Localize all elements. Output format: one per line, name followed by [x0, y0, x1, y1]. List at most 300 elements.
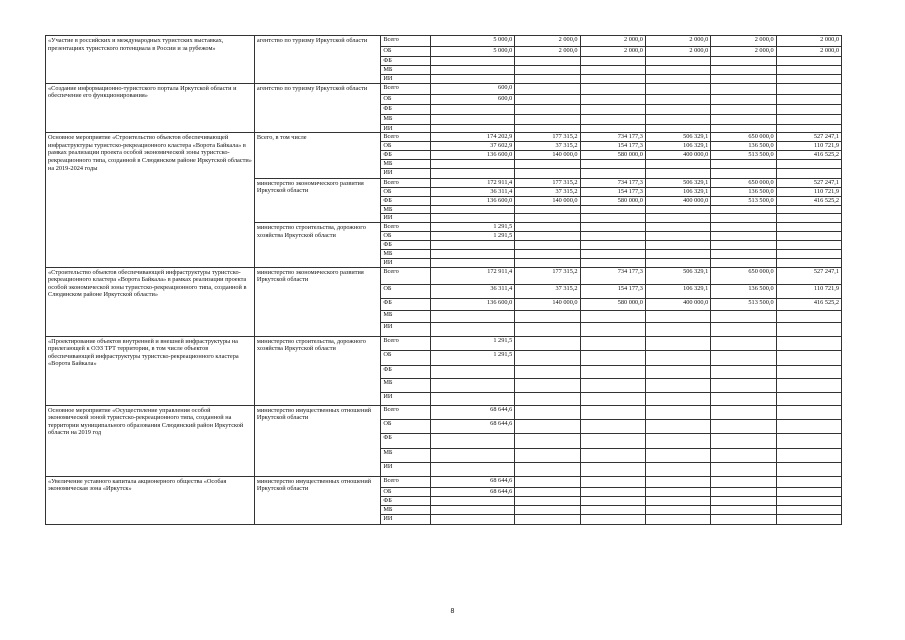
amount-cell [711, 240, 776, 249]
amount-cell [515, 94, 580, 104]
amount-cell [430, 168, 515, 178]
amount-cell: 2 000,0 [776, 36, 841, 47]
amount-cell: 177 315,2 [515, 267, 580, 284]
amount-cell [515, 514, 580, 524]
amount-cell [711, 514, 776, 524]
amount-cell [515, 258, 580, 267]
amount-cell [430, 57, 515, 66]
amount-cell [430, 159, 515, 168]
amount-cell: 136 600,0 [430, 196, 515, 205]
amount-cell [645, 514, 710, 524]
funding-source-cell: ИИ [381, 214, 430, 223]
funding-source-cell: МБ [381, 505, 430, 514]
amount-cell: 513 500,0 [711, 298, 776, 310]
funding-source-cell: ИИ [381, 258, 430, 267]
funding-source-cell: МБ [381, 310, 430, 322]
amount-cell [430, 258, 515, 267]
amount-cell [776, 83, 841, 94]
amount-cell: 68 644,6 [430, 487, 515, 496]
amount-cell [430, 240, 515, 249]
table-row [46, 405, 842, 419]
amount-cell [515, 114, 580, 124]
amount-cell: 172 911,4 [430, 178, 515, 187]
amount-cell [580, 231, 645, 240]
funding-source-cell: ИИ [381, 75, 430, 84]
amount-cell [711, 310, 776, 322]
amount-cell [711, 392, 776, 405]
funding-source-cell: ФБ [381, 365, 430, 378]
amount-cell [711, 205, 776, 214]
funding-source-cell: ОБ [381, 142, 430, 151]
amount-cell [645, 66, 710, 75]
amount-cell: 37 315,2 [515, 187, 580, 196]
amount-cell [515, 350, 580, 365]
amount-cell: 527 247,1 [776, 133, 841, 142]
amount-cell [645, 205, 710, 214]
amount-cell [430, 205, 515, 214]
amount-cell [776, 448, 841, 462]
amount-cell [430, 448, 515, 462]
amount-cell [776, 350, 841, 365]
amount-cell [776, 496, 841, 505]
amount-cell [645, 249, 710, 258]
amount-cell [580, 336, 645, 350]
amount-cell [430, 378, 515, 392]
amount-cell [580, 205, 645, 214]
amount-cell: 140 000,0 [515, 196, 580, 205]
amount-cell [776, 322, 841, 336]
event-name-cell: Основное мероприятие «Строительство объектов обеспечивающей инфраструктуры туристско-рекреационного кластера «Ворота Байкала» в рамках реализации проекта особой экономической зоны туристско-рекреационного типа, созданной в Слюдянском районе Иркутской области» на 2019-2024 годы [46, 133, 255, 267]
table-row [46, 133, 842, 142]
amount-cell [645, 462, 710, 476]
amount-cell: 2 000,0 [515, 47, 580, 57]
amount-cell: 734 177,3 [580, 267, 645, 284]
amount-cell [515, 476, 580, 487]
amount-cell [776, 168, 841, 178]
amount-cell [645, 476, 710, 487]
amount-cell: 106 329,1 [645, 187, 710, 196]
funding-source-cell: Всего [381, 133, 430, 142]
amount-cell: 580 000,0 [580, 196, 645, 205]
amount-cell [580, 448, 645, 462]
amount-cell: 2 000,0 [776, 47, 841, 57]
amount-cell [515, 104, 580, 114]
budget-table-body [46, 36, 842, 525]
amount-cell [515, 419, 580, 433]
amount-cell [580, 159, 645, 168]
amount-cell [711, 462, 776, 476]
amount-cell: 580 000,0 [580, 298, 645, 310]
funding-source-cell: МБ [381, 66, 430, 75]
amount-cell: 177 315,2 [515, 133, 580, 142]
amount-cell: 416 525,2 [776, 196, 841, 205]
amount-cell [645, 322, 710, 336]
funding-source-cell: ФБ [381, 496, 430, 505]
amount-cell [645, 350, 710, 365]
amount-cell [430, 392, 515, 405]
funding-source-cell: ИИ [381, 322, 430, 336]
amount-cell [515, 448, 580, 462]
amount-cell [711, 94, 776, 104]
amount-cell [776, 505, 841, 514]
amount-cell: 140 000,0 [515, 150, 580, 159]
funding-source-cell: ИИ [381, 168, 430, 178]
amount-cell [580, 505, 645, 514]
amount-cell [515, 336, 580, 350]
amount-cell [580, 57, 645, 66]
amount-cell: 400 000,0 [645, 150, 710, 159]
amount-cell [776, 476, 841, 487]
amount-cell [430, 514, 515, 524]
amount-cell: 400 000,0 [645, 298, 710, 310]
event-name-cell: «Проектирование объектов внутренней и внешней инфраструктуры на прилегающей к ОЭЗ ТРТ территории, в том числе объектов обеспечивающей инфраструктуры туристско-рекреационного кластера «Ворота Байкала» [46, 336, 255, 405]
amount-cell [711, 350, 776, 365]
amount-cell: 2 000,0 [711, 36, 776, 47]
amount-cell: 527 247,1 [776, 267, 841, 284]
executor-cell: министерство строительства, дорожного хозяйства Иркутской области [254, 222, 380, 267]
amount-cell [515, 231, 580, 240]
amount-cell [515, 496, 580, 505]
amount-cell: 36 311,4 [430, 187, 515, 196]
amount-cell [711, 249, 776, 258]
amount-cell [776, 205, 841, 214]
amount-cell: 650 000,0 [711, 267, 776, 284]
amount-cell [430, 104, 515, 114]
amount-cell [645, 258, 710, 267]
amount-cell [711, 433, 776, 448]
amount-cell [580, 476, 645, 487]
amount-cell [711, 258, 776, 267]
amount-cell [711, 104, 776, 114]
funding-source-cell: ОБ [381, 94, 430, 104]
funding-source-cell: Всего [381, 267, 430, 284]
amount-cell [580, 83, 645, 94]
amount-cell: 136 500,0 [711, 187, 776, 196]
amount-cell [711, 75, 776, 84]
amount-cell [645, 159, 710, 168]
amount-cell [711, 214, 776, 223]
executor-cell: министерство имущественных отношений Иркутской области [254, 405, 380, 476]
amount-cell [711, 114, 776, 124]
amount-cell: 650 000,0 [711, 178, 776, 187]
amount-cell [515, 124, 580, 133]
amount-cell [645, 505, 710, 514]
table-row [46, 36, 842, 47]
amount-cell [776, 310, 841, 322]
amount-cell [645, 231, 710, 240]
amount-cell [776, 57, 841, 66]
amount-cell [776, 336, 841, 350]
amount-cell [645, 405, 710, 419]
amount-cell: 68 644,6 [430, 405, 515, 419]
amount-cell [645, 433, 710, 448]
amount-cell [580, 114, 645, 124]
funding-source-cell: ОБ [381, 284, 430, 298]
budget-table [45, 35, 842, 525]
amount-cell [580, 433, 645, 448]
amount-cell [580, 496, 645, 505]
amount-cell: 1 291,5 [430, 350, 515, 365]
amount-cell: 506 329,1 [645, 133, 710, 142]
funding-source-cell: ФБ [381, 298, 430, 310]
amount-cell [580, 214, 645, 223]
amount-cell [580, 462, 645, 476]
funding-source-cell: ОБ [381, 231, 430, 240]
amount-cell [776, 114, 841, 124]
amount-cell [430, 322, 515, 336]
funding-source-cell: МБ [381, 205, 430, 214]
amount-cell [776, 419, 841, 433]
amount-cell [515, 240, 580, 249]
amount-cell [645, 222, 710, 231]
executor-cell: Всего, в том числе [254, 133, 380, 179]
event-name-cell: Основное мероприятие «Осуществление управления особой экономической зоной туристско-рекреационного типа, созданной на территории муниципального образования Слюдянский район Иркутской области на 2019 год [46, 405, 255, 476]
amount-cell [711, 448, 776, 462]
amount-cell [776, 240, 841, 249]
amount-cell [515, 487, 580, 496]
funding-source-cell: ФБ [381, 196, 430, 205]
amount-cell [430, 75, 515, 84]
amount-cell [515, 433, 580, 448]
amount-cell: 106 329,1 [645, 284, 710, 298]
amount-cell [430, 462, 515, 476]
amount-cell: 1 291,5 [430, 231, 515, 240]
amount-cell [515, 322, 580, 336]
amount-cell [430, 214, 515, 223]
amount-cell [580, 240, 645, 249]
funding-source-cell: Всего [381, 178, 430, 187]
funding-source-cell: ФБ [381, 433, 430, 448]
amount-cell [645, 336, 710, 350]
table-row [46, 267, 842, 284]
amount-cell [711, 66, 776, 75]
amount-cell: 68 644,6 [430, 476, 515, 487]
amount-cell: 2 000,0 [711, 47, 776, 57]
amount-cell: 650 000,0 [711, 133, 776, 142]
amount-cell [776, 222, 841, 231]
amount-cell [645, 487, 710, 496]
amount-cell [430, 496, 515, 505]
amount-cell [776, 487, 841, 496]
amount-cell [645, 419, 710, 433]
amount-cell [580, 249, 645, 258]
amount-cell [515, 405, 580, 419]
amount-cell [515, 159, 580, 168]
amount-cell [776, 365, 841, 378]
funding-source-cell: ОБ [381, 419, 430, 433]
executor-cell: агентство по туризму Иркутской области [254, 36, 380, 84]
amount-cell: 68 644,6 [430, 419, 515, 433]
funding-source-cell: ИИ [381, 392, 430, 405]
amount-cell [711, 487, 776, 496]
amount-cell [645, 214, 710, 223]
amount-cell [645, 114, 710, 124]
amount-cell: 37 602,9 [430, 142, 515, 151]
amount-cell [430, 124, 515, 133]
funding-source-cell: ОБ [381, 187, 430, 196]
amount-cell [515, 214, 580, 223]
amount-cell [645, 365, 710, 378]
funding-source-cell: Всего [381, 222, 430, 231]
amount-cell [711, 405, 776, 419]
amount-cell [711, 57, 776, 66]
amount-cell [711, 496, 776, 505]
amount-cell [776, 462, 841, 476]
amount-cell [645, 496, 710, 505]
amount-cell [430, 310, 515, 322]
amount-cell: 506 329,1 [645, 178, 710, 187]
amount-cell [580, 514, 645, 524]
amount-cell: 110 721,9 [776, 187, 841, 196]
amount-cell [515, 222, 580, 231]
amount-cell: 5 000,0 [430, 36, 515, 47]
amount-cell [776, 258, 841, 267]
amount-cell [515, 310, 580, 322]
amount-cell: 2 000,0 [580, 47, 645, 57]
amount-cell: 513 500,0 [711, 196, 776, 205]
event-name-cell: «Строительство объектов обеспечивающей инфраструктуры туристско-рекреационного кластера «Ворота Байкала» в рамках реализации проекта особой экономической зоны туристско-рекреационного типа, созданной в Слюдянском районе Иркутской области» [46, 267, 255, 336]
amount-cell [711, 336, 776, 350]
funding-source-cell: МБ [381, 249, 430, 258]
table-row [46, 83, 842, 94]
amount-cell: 110 721,9 [776, 142, 841, 151]
amount-cell [580, 392, 645, 405]
amount-cell [515, 83, 580, 94]
amount-cell [645, 240, 710, 249]
amount-cell [430, 114, 515, 124]
amount-cell: 600,0 [430, 94, 515, 104]
funding-source-cell: ОБ [381, 47, 430, 57]
amount-cell [776, 75, 841, 84]
event-name-cell: «Создание информационно-туристского портала Иркутской области и обеспечение его функционирования» [46, 83, 255, 133]
amount-cell: 36 311,4 [430, 284, 515, 298]
amount-cell [430, 433, 515, 448]
amount-cell [515, 168, 580, 178]
amount-cell: 2 000,0 [645, 36, 710, 47]
funding-source-cell: МБ [381, 378, 430, 392]
amount-cell: 154 177,3 [580, 187, 645, 196]
page-number: 8 [450, 608, 455, 615]
amount-cell: 2 000,0 [515, 36, 580, 47]
amount-cell: 37 315,2 [515, 142, 580, 151]
amount-cell [776, 433, 841, 448]
amount-cell [645, 310, 710, 322]
amount-cell [645, 57, 710, 66]
amount-cell: 400 000,0 [645, 196, 710, 205]
amount-cell [515, 505, 580, 514]
amount-cell [580, 350, 645, 365]
amount-cell [645, 104, 710, 114]
amount-cell [776, 124, 841, 133]
amount-cell [580, 365, 645, 378]
funding-source-cell: Всего [381, 36, 430, 47]
amount-cell: 506 329,1 [645, 267, 710, 284]
amount-cell [711, 476, 776, 487]
executor-cell: агентство по туризму Иркутской области [254, 83, 380, 133]
amount-cell [776, 104, 841, 114]
amount-cell [711, 222, 776, 231]
amount-cell [580, 322, 645, 336]
amount-cell [430, 505, 515, 514]
funding-source-cell: МБ [381, 448, 430, 462]
amount-cell: 600,0 [430, 83, 515, 94]
funding-source-cell: Всего [381, 83, 430, 94]
amount-cell [776, 514, 841, 524]
amount-cell [645, 75, 710, 84]
amount-cell: 1 291,5 [430, 336, 515, 350]
amount-cell: 154 177,3 [580, 142, 645, 151]
amount-cell [711, 124, 776, 133]
amount-cell [645, 124, 710, 133]
funding-source-cell: ИИ [381, 462, 430, 476]
amount-cell: 140 000,0 [515, 298, 580, 310]
amount-cell [776, 405, 841, 419]
amount-cell [776, 94, 841, 104]
amount-cell [515, 75, 580, 84]
amount-cell: 1 291,5 [430, 222, 515, 231]
amount-cell: 37 315,2 [515, 284, 580, 298]
funding-source-cell: ИИ [381, 124, 430, 133]
amount-cell [711, 231, 776, 240]
amount-cell [580, 378, 645, 392]
funding-source-cell: МБ [381, 114, 430, 124]
amount-cell [580, 66, 645, 75]
amount-cell [711, 168, 776, 178]
amount-cell [580, 124, 645, 133]
amount-cell [776, 249, 841, 258]
amount-cell [645, 83, 710, 94]
amount-cell [580, 94, 645, 104]
amount-cell [580, 405, 645, 419]
amount-cell [580, 104, 645, 114]
executor-cell: министерство экономического развития Иркутской области [254, 178, 380, 222]
amount-cell [515, 205, 580, 214]
amount-cell [430, 249, 515, 258]
amount-cell [430, 365, 515, 378]
funding-source-cell: ИИ [381, 514, 430, 524]
amount-cell [645, 392, 710, 405]
event-name-cell: «Участие в российских и международных туристских выставках, презентациях туристского потенциала в России и за рубежом» [46, 36, 255, 84]
amount-cell: 734 177,3 [580, 178, 645, 187]
amount-cell: 177 315,2 [515, 178, 580, 187]
amount-cell: 136 500,0 [711, 284, 776, 298]
amount-cell [776, 231, 841, 240]
amount-cell: 110 721,9 [776, 284, 841, 298]
amount-cell [580, 222, 645, 231]
amount-cell [645, 94, 710, 104]
amount-cell [580, 168, 645, 178]
amount-cell [711, 419, 776, 433]
amount-cell [711, 322, 776, 336]
amount-cell [580, 75, 645, 84]
amount-cell: 136 600,0 [430, 150, 515, 159]
funding-source-cell: Всего [381, 336, 430, 350]
funding-source-cell: ОБ [381, 487, 430, 496]
amount-cell [430, 66, 515, 75]
amount-cell: 416 525,2 [776, 298, 841, 310]
amount-cell [645, 168, 710, 178]
amount-cell: 154 177,3 [580, 284, 645, 298]
amount-cell [580, 487, 645, 496]
event-name-cell: «Увеличение уставного капитала акционерного общества «Особая экономическая зона «Иркутск» [46, 476, 255, 524]
table-row [46, 336, 842, 350]
funding-source-cell: ФБ [381, 57, 430, 66]
amount-cell [711, 378, 776, 392]
funding-source-cell: ФБ [381, 240, 430, 249]
amount-cell [580, 310, 645, 322]
funding-source-cell: Всего [381, 405, 430, 419]
amount-cell [515, 365, 580, 378]
